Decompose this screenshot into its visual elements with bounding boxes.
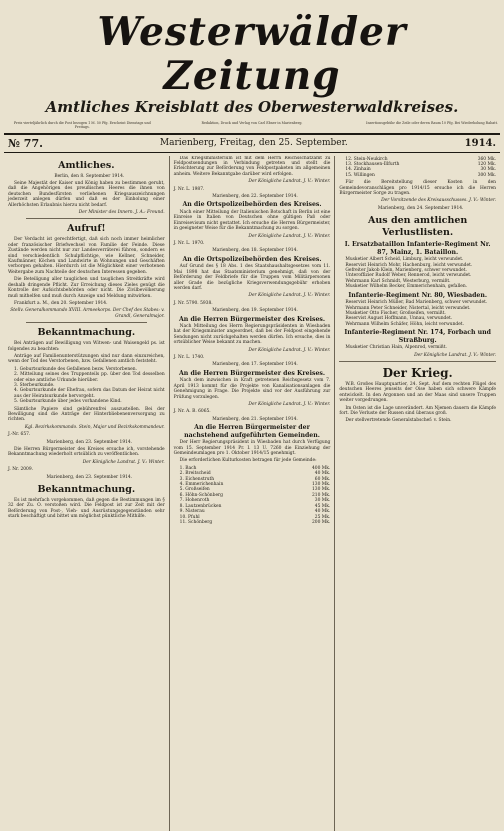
reference-number: J.-Nr. 657. <box>8 432 31 438</box>
notice-heading: An die Herren Bürgermeister des Kreises. <box>178 369 326 377</box>
list-item: Wehrmann Karl Schmidt, Westerburg, vermißt. <box>345 278 451 284</box>
signature: Der Königliche Landrat. J. V.: Winter. <box>248 233 331 239</box>
paragraph: Für die Bereitstellung dieser Kosten in den Gemeindevoranschlägen pro 1914/15 ersuche ich die Herren Bürgermeister Sorge zu tragen. <box>339 180 497 197</box>
paragraph: Anträge auf Familienunterstützungen sind nur dann einzureichen, wenn der Tod des Verstorbenen, bzw. Gefallenen amtlich feststeht. <box>8 353 165 365</box>
list-item: Reservist Heinrich Müller, Bad Marienberg, schwer verwundet. <box>345 300 488 306</box>
municipality-name: 6. Höhn-Schönberg <box>179 492 223 498</box>
municipality-name: 11. Schönberg <box>179 519 213 525</box>
municipality-name: 4. Emmerichenhain <box>179 482 224 488</box>
signature: Stellv. Generalkommando XVIII. Armeekorps. Der Chef des Stabes: v. Grandl, Generalmajor. <box>10 308 165 319</box>
regiment-heading: Infanterie-Regiment Nr. 174, Forbach und Straßburg. <box>344 329 491 344</box>
list-item: 2. Mitteilung seines des Truppenteils pp. über den Tod desselben oder eine amtliche Urkunde hierüber. <box>14 372 165 383</box>
municipality-name: 5. Großseifen <box>179 487 210 493</box>
section-heading-aufruf: Aufruf! <box>67 223 106 235</box>
signature: Der Königliche Landrat. J. V.: Winter. <box>248 179 331 185</box>
list-item: Wehrmann Peter Schneider, Nistertal, leicht verwundet. <box>345 305 471 311</box>
paragraph: Im Osten ist die Lage unverändert. Am Njemen dauern die Kämpfe fort. Die Verluste der Russen sind überaus groß. <box>339 405 497 417</box>
issue-number: № 77. <box>8 136 43 150</box>
publisher-info: Redaktion, Druck und Verlag von Carl Ebner in Marienberg. <box>201 121 303 125</box>
publication-info <box>4 121 500 130</box>
cost-value: 210 Mk. <box>312 492 331 498</box>
signature: Der Vorsitzende des Kreisausschusses. J. V.: Winter. <box>381 198 497 204</box>
reference-number: J. Nr. L. 1970. <box>173 240 205 246</box>
municipality-name: 8. Lautzenbrücken <box>179 503 222 509</box>
cost-value: 30 Mk. <box>480 167 497 173</box>
list-item: Gefreiter Jakob Klein, Marienberg, schwer verwundet. <box>345 268 467 274</box>
cost-value: 45 Mk. <box>314 503 331 509</box>
signature: Der Königliche Landrat. J. V.: Winter. <box>248 402 331 407</box>
paragraph: Seine Majestät der Kaiser und König haben zu bestimmen geruht, daß die Angehörigen des preußischen Heeres die ihnen von deutschen Bundesfürsten verliehenen Kriegsauszeichnungen jederzeit anlegen dürfen und daß es der Einholung einer Allerhöchsten Erlaubnis hierzu nicht bedarf. <box>8 181 165 208</box>
cost-value: 360 Mk. <box>477 156 497 162</box>
paragraph: Marienberg, den 23. September 1914. <box>46 439 133 445</box>
divider <box>26 218 147 219</box>
notice-heading: An die Herren Bürgermeister des Kreises. <box>178 315 326 323</box>
paragraph: Die erforderlichen Kulturkosten betragen für jede Gemeinde: <box>179 458 317 464</box>
municipality-name: 15. Willingen <box>345 172 375 178</box>
reference-number: J. Nr. A. B. 6065. <box>173 409 211 415</box>
cost-value: 30 Mk. <box>314 498 331 504</box>
paragraph: W.B. Großes Hauptquartier, 24. Sept. Auf dem rechten Flügel des deutschen Heeres jenseits der Oise haben sich schwere Kämpfe entwickelt. In den Argonnen und an der Maas sind unsere Truppen weiter vorgedrungen. <box>339 382 497 404</box>
list-item: Unteroffizier Rudolf Weber, Rennerod, leicht verwundet. <box>345 273 472 279</box>
list-item: Musketier Wilhelm Becker, Emmerichenhain, gefallen. <box>345 284 468 290</box>
list-item: 4. Geburtsurkunde der Ehefrau, sofern das Datum der Heirat nicht aus der Heiratsurkunde hervorgeht. <box>14 388 165 399</box>
signature: Der Königliche Landrat. J. V.: Winter. <box>248 347 331 353</box>
signature: Der Königliche Landrat. J. V.: Winter. <box>82 459 165 465</box>
paragraph: Marienberg, den 18. September 1914. <box>212 248 298 254</box>
paragraph: Auf Grund des § 18 Abs. 1 des Staatshaushaltsgesetzes vom 11. Mai 1898 hat das Staatsministerium genehmigt, daß von der Beförderung der Feldbriefe für die Truppen vom Militärpersonen aller Grade die bezügliche Kriegsverwendungsgebühr erhoben werden darf. <box>173 264 331 291</box>
cost-value: 130 Mk. <box>312 482 331 488</box>
casualty-list <box>345 345 496 350</box>
list-item: 3. Sterbeurkunde. <box>14 382 55 388</box>
cost-value: 130 Mk. <box>312 487 331 493</box>
newspaper-subtitle: Amtliches Kreisblatt des Oberwesterwaldkreises. <box>45 98 459 116</box>
list-item <box>345 173 496 178</box>
paragraph: Nach dem inzwischen in Kraft getretenen Reichsgesetz vom 7. April 1913 kommt für die Projekte von Kanalisationsanlagen die Genehmigung in Frage. Die Projekte sind vor der Ausführung zur Prüfung vorzulegen. <box>173 378 331 400</box>
divider <box>26 322 147 323</box>
cost-value: 400 Mk. <box>312 465 331 471</box>
cost-value: 40 Mk. <box>314 509 331 515</box>
paragraph: Die Herren Bürgermeister des Kreises ersuche ich, vorstehende Bekanntmachung wiederholt ortsüblich zu veröffentlichen. <box>8 447 165 458</box>
paragraph: Frankfurt a. M., den 20. September 1914. <box>14 300 108 306</box>
newspaper-page <box>4 4 500 781</box>
reference-number: J. Nr. 2009. <box>8 467 34 473</box>
section-heading-verlustlisten: Aus den amtlichen Verlustlisten. <box>368 215 468 239</box>
paragraph: Bei Anträgen auf Bewilligung von Witwen- und Waisengeld ps. ist folgendes zu beachten: <box>8 341 165 352</box>
list-item: 5. Geburtsurkunde über jedes vorhandene Kind. <box>14 399 122 405</box>
paragraph: Marienberg, den 19. September 1914. <box>212 308 298 314</box>
list-item: Reservist Heinrich Mohr, Hachenburg, leicht verwundet. <box>345 262 473 268</box>
paragraph: Das Kriegsministerium ist mit dem Herrn Reichsschatzamt zu Feldpostsendungen in Verbindung getreten und stellt die Erleichterung zur Beförderung von Feldpostpaketen im allgemeinen anheim. Weitere Bekanntgabe darüber wird erfolgen. <box>173 155 331 177</box>
paragraph: Marienberg, den 17. September 1914. <box>212 362 298 368</box>
municipality-cost-list <box>345 157 496 179</box>
paragraph: Die Beteiligung aller tauglichen und tauglichen Streitkräfte wird deshalb dringende Pflicht. Zur Erreichung dieses Zieles genügt die Kontrolle der Aufsichtsbehörden oder nicht. Die Zivilbevölkerung muß mithelfen und muß durch Anzeige und Meldung mitwirken. <box>8 277 165 299</box>
cost-value: 200 Mk. <box>312 519 331 525</box>
paragraph: Nach Mitteilung des Herrn Regierungspräsidenten in Wiesbaden hat der Kriegsminister angeordnet, daß bei der Feldpost eingehende Sendungen nicht zurückgehalten werden dürfen. Ich ersuche, dies in ortsüblicher Weise bekannt zu machen. <box>173 324 331 346</box>
notice-heading: An die Herren Bürgermeister der nachstehend aufgeführten Gemeinden. <box>184 424 320 439</box>
paragraph: Der Herr Regierungspräsident in Wiesbaden hat durch Verfügung vom 15. September 1914 Pr. I. 13 U. 7260 die Einziehung der Gemeindeumlagen pro 1. Oktober 1914/15 genehmigt. <box>173 440 331 457</box>
paragraph: Marienberg, den 24. September 1914. <box>377 205 464 211</box>
municipality-cost-list <box>180 466 331 525</box>
subscription-info: Preis vierteljährlich durch die Post bezogen 1 M. 50 Pfg. Erscheint Dienstags und Freitags. <box>13 121 151 130</box>
paragraph: Berlin, den 8. September 1914. <box>54 173 125 179</box>
advertising-info: Insertionsgebühr die Zeile oder deren Raum 10 Pfg. Bei Wiederholung Rabatt. <box>366 121 498 125</box>
dateline <box>4 133 500 153</box>
municipality-name: 1. Bach <box>179 465 197 471</box>
cost-value: 40 Mk. <box>314 471 331 477</box>
municipality-name: 7. Hohenroth <box>179 498 210 504</box>
regiment-heading: I. Ersatzbataillon Infanterie-Regiment Nr. 87, Mainz, 1. Bataillon. <box>344 241 491 256</box>
reference-number: J. Nr. L. 1740. <box>173 355 205 361</box>
cost-value: 25 Mk. <box>314 514 331 520</box>
paragraph: Marienberg, den 23. September 1914. <box>46 474 133 480</box>
list-item: Wehrmann Wilhelm Schäfer, Höhn, leicht verwundet. <box>345 321 464 327</box>
paragraph: Marienberg, den 21. September 1914. <box>212 416 298 422</box>
section-heading-bekanntmachung: Bekanntmachung. <box>37 484 136 496</box>
cost-value: 60 Mk. <box>314 476 331 482</box>
municipality-name: 2. Breitscheid <box>179 471 211 477</box>
issue-place-date: Marienberg, Freitag, den 25. September. <box>159 138 348 149</box>
list-item: 1. Geburtsurkunde des Gefallenen bezw. Verstorbenen. <box>14 366 137 372</box>
list-item: Musketier Christian Hain, Alpenrod, vermißt. <box>345 345 447 351</box>
document-list <box>14 367 165 405</box>
list-item <box>180 520 331 525</box>
municipality-name: 13. Stockhausen-Illfurth <box>345 162 400 167</box>
paragraph: Marienberg, den 22. September 1914. <box>212 194 298 200</box>
column-3 <box>334 156 500 831</box>
reference-number: J. Nr. L. 1987. <box>173 186 205 192</box>
column-2 <box>169 156 335 831</box>
reference-number: J. Nr. 5790. 5938. <box>173 300 213 306</box>
section-heading-krieg: Der Krieg. <box>382 366 453 381</box>
column-1 <box>4 156 169 831</box>
notice-heading: An die Ortspolizeibehörden des Kreises. <box>182 201 322 209</box>
masthead <box>4 4 500 130</box>
signature: Der Minister des Innern. J. A.: Freund. <box>78 210 165 216</box>
section-heading-bekanntmachung: Bekanntmachung. <box>37 327 136 339</box>
paragraph: Es ist mehrfach vorgekommen, daß gegen die Bestimmungen im § 32 der Zu. O. verstoßen wird. Die Feldpost ist zur Zeit mit der Beförderung von Post-, Vieh- und Ausrüstungsgegenständen sehr stark beschäftigt und bittet um möglichst pünktliche Mithilfe. <box>8 498 165 520</box>
cost-value: 300 Mk. <box>477 172 497 178</box>
municipality-name: 9. Nisterau <box>179 509 205 515</box>
regiment-heading: Infanterie-Regiment Nr. 80, Wiesbaden. <box>348 291 488 299</box>
municipality-name: 3. Eichenstruth <box>179 476 215 482</box>
signature: Der Königliche Landrat. J. V.: Winter. <box>248 293 331 299</box>
notice-heading: An die Ortspolizeibehörden des Kreises. <box>182 255 322 263</box>
cost-value: 120 Mk. <box>477 162 497 167</box>
list-item: Musketier Albert Scheid, Limburg, leicht verwundet. <box>345 257 464 263</box>
section-heading-amtliches: Amtliches. <box>58 159 115 171</box>
paragraph: Der Verdacht ist gerechtfertigt, daß sich noch immer heimlicher oder französischer Briefwechsel von Familie der Feinde. Diese Zustände werden nicht nur zur Landesverräterei führen, sondern es sind verschiedentlich Schulpflichtige, wie Kellner, Schneider, Kaufmänner, Köchen und Landwirte in Wohnungen und Geschäften verborgen gehalten. Hierdurch ist die Möglichkeit einer verbotenen Weitergabe zum Nachteile der deutschen Interessen gegeben. <box>8 237 165 275</box>
newspaper-title: Westerwälder Zeitung <box>97 9 407 99</box>
signature: Der Königliche Landrat. J. V.: Winter. <box>414 352 497 358</box>
municipality-name: 12. Stein-Neukirch <box>345 156 388 162</box>
municipality-name: 10. Pfuhl <box>179 514 200 520</box>
paragraph: Sämtliche Papiere sind gebührenfrei auszustellen. Bei der Bewilligung sind die Anträge der Hinterbliebenenversorgung zu richten. <box>8 406 165 423</box>
casualty-list <box>345 257 496 289</box>
signature: Kgl. Bezirkskommando. Stein, Major und Bezirkskommandeur. <box>24 424 165 430</box>
paragraph: Der stellvertretende Generalstabschef: v. Stein. <box>345 418 452 424</box>
paragraph: Nach einer Mitteilung der Italienischen Botschaft in Berlin ist eine Einreise in Italien von Deutschen ohne gültigen Paß oder Einreisevisum nicht gestattet. Ich ersuche die Herren Bürgermeister, in geeigneter Weise für die Bekanntmachung zu sorgen. <box>173 209 331 232</box>
municipality-name: 14. Zinhain <box>345 167 371 173</box>
casualty-list <box>345 300 496 327</box>
article-columns <box>4 156 500 831</box>
divider <box>339 361 496 362</box>
list-item: Reservist August Hoffmann, Unnau, verwundet. <box>345 316 453 322</box>
issue-year: 1914. <box>464 137 496 149</box>
list-item: Musketier Otto Fischer, Großseifen, vermißt. <box>345 311 446 316</box>
